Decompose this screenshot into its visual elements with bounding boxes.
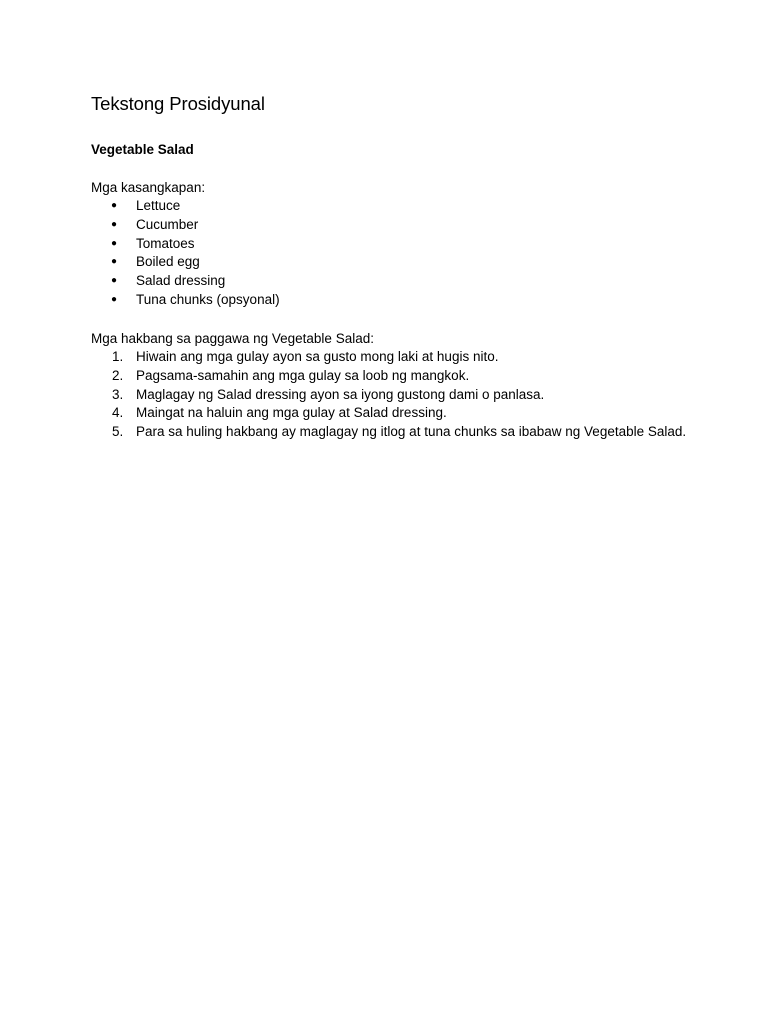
step-number: 3. (112, 386, 124, 402)
list-item (91, 197, 280, 216)
step-text: Maglagay ng Salad dressing ayon sa iyong gustong dami o panlasa. (136, 386, 545, 402)
ingredient-text: Tuna chunks (opsyonal) (136, 291, 280, 307)
list-item (91, 291, 280, 310)
ingredient-text: Lettuce (136, 198, 181, 213)
list-item (91, 253, 280, 272)
ingredient-text: Boiled egg (136, 254, 200, 270)
step-text: Para sa huling hakbang ay maglagay ng itlog at tuna chunks sa ibabaw ng Vegetable Salad. (136, 424, 687, 440)
bullet-icon: ● (111, 237, 118, 249)
step-text: Maingat na haluin ang mga gulay at Salad dressing. (136, 405, 447, 421)
ingredient-text: Cucumber (136, 216, 199, 232)
ingredients-list (91, 197, 280, 310)
list-item (91, 423, 691, 442)
steps-label: Mga hakbang sa paggawa ng Vegetable Salad: (91, 331, 374, 346)
list-item (91, 348, 691, 367)
document-page (91, 92, 691, 440)
list-item (91, 216, 280, 235)
bullet-icon: ● (111, 200, 118, 211)
list-item (91, 404, 691, 423)
step-number: 4. (112, 405, 124, 421)
bullet-icon: ● (111, 293, 118, 305)
list-item (91, 367, 691, 386)
ingredient-text: Salad dressing (136, 273, 226, 289)
step-number: 5. (112, 424, 124, 440)
bullet-icon: ● (111, 218, 118, 230)
bullet-icon: ● (111, 275, 118, 287)
list-item (91, 235, 280, 254)
step-number: 1. (112, 349, 124, 364)
document-title: Tekstong Prosidyunal (91, 93, 265, 114)
ingredient-text: Tomatoes (136, 235, 195, 251)
steps-list (91, 348, 691, 442)
step-text: Pagsama-samahin ang mga gulay sa loob ng mangkok. (136, 367, 470, 383)
list-item (91, 386, 691, 405)
list-item (91, 272, 280, 291)
recipe-title: Vegetable Salad (91, 142, 194, 157)
ingredients-label: Mga kasangkapan: (91, 180, 206, 195)
step-text: Hiwain ang mga gulay ayon sa gusto mong laki at hugis nito. (136, 349, 499, 364)
bullet-icon: ● (111, 256, 118, 268)
step-number: 2. (112, 367, 124, 383)
